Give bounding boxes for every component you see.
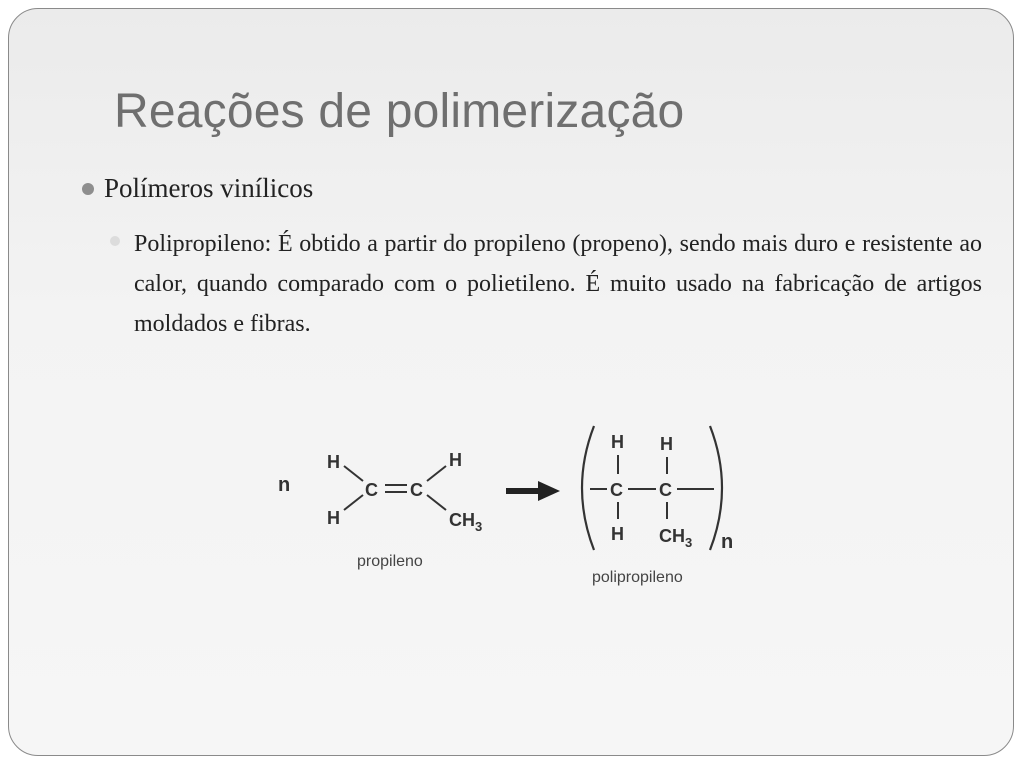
monomer-label: propileno [357, 553, 423, 570]
bond-line [344, 495, 363, 510]
monomer-h-top-left: H [327, 452, 340, 472]
polymer-methyl-group: $CH_3$ [659, 526, 693, 550]
bond-line [427, 466, 446, 481]
monomer-h-bottom-left: H [327, 508, 340, 528]
polypropylene-structure [582, 426, 733, 586]
monomer-carbon-2: C [410, 480, 423, 500]
polymer-h-bottom-1: H [611, 524, 624, 544]
repeat-unit-n: n [721, 531, 734, 553]
polymer-h-top-2: H [660, 434, 673, 454]
bullet-level-2-text: Polipropileno: É obtido a partir do propileno (propeno), sendo mais duro e resistente ao calor, quando comparado com o polietileno. É muito usado na fabricação de artigos moldados e fibras. [134, 231, 982, 337]
bullet-dot-icon [82, 183, 94, 195]
slide-title: Reações de polimerização [114, 85, 685, 138]
coefficient-n: n [278, 474, 291, 496]
sub-bullet-dot-icon [110, 236, 120, 246]
polymer-label: polipropileno [592, 569, 683, 586]
monomer-methyl-group: $CH_3$ [449, 510, 483, 534]
bullet-level-1-text: Polímeros vinílicos [104, 173, 314, 203]
reaction-diagram [270, 418, 770, 598]
polymerization-reaction-figure [270, 418, 770, 598]
propylene-structure [327, 450, 482, 570]
bond-line [344, 466, 363, 481]
polymer-carbon-2: C [659, 480, 672, 500]
monomer-h-top-right: H [449, 450, 462, 470]
reaction-arrow-icon [506, 481, 560, 501]
monomer-carbon-1: C [365, 480, 378, 500]
bond-line [427, 495, 446, 510]
polymer-h-top-1: H [611, 432, 624, 452]
polymer-carbon-1: C [610, 480, 623, 500]
